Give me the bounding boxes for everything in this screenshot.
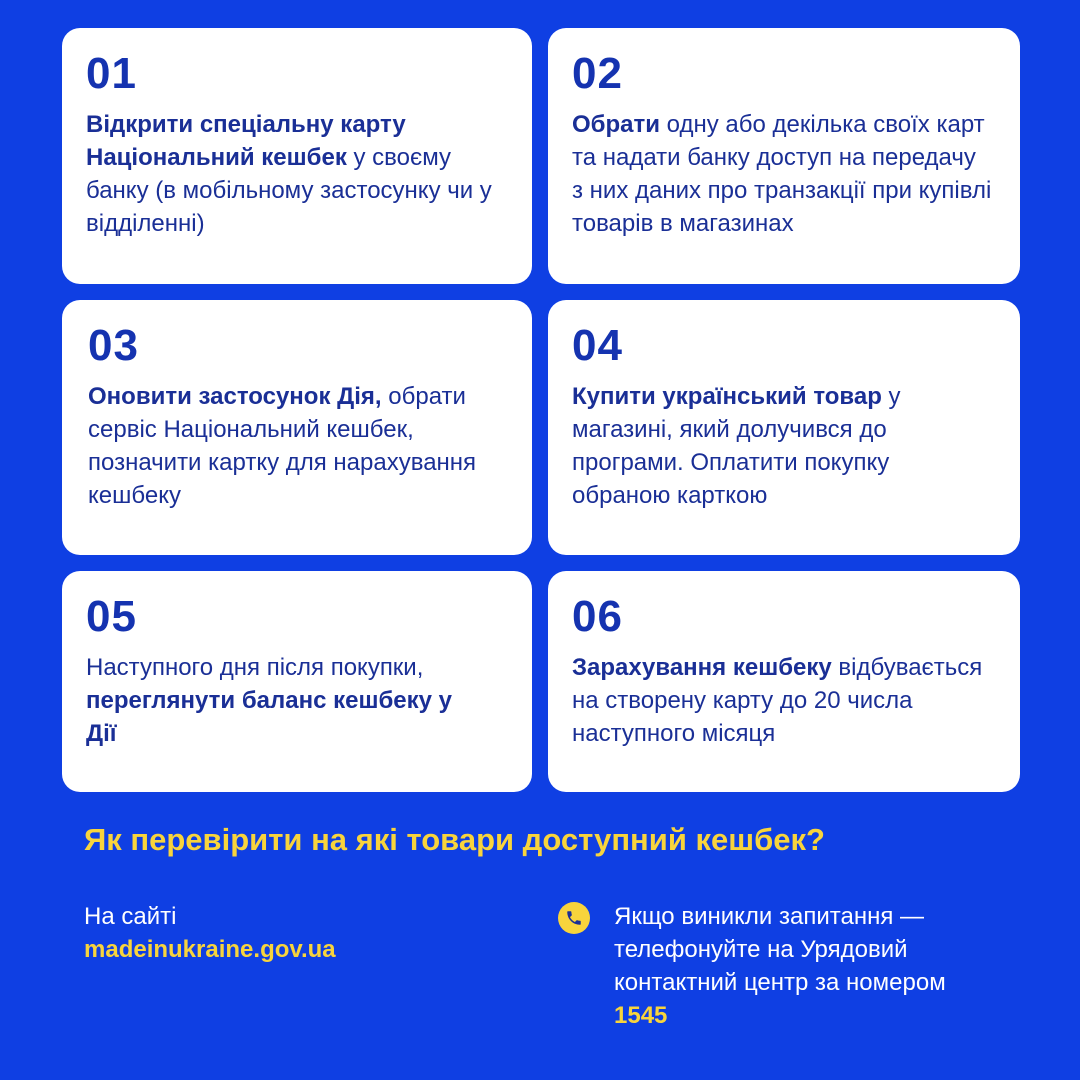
step-card-2: [548, 28, 1020, 284]
step-card-3: [62, 300, 532, 555]
step-number: 03: [88, 321, 139, 370]
step-number: 05: [86, 592, 137, 641]
step-text: [88, 380, 488, 512]
step-card-4: [548, 300, 1020, 555]
site-block: [84, 900, 336, 966]
step-text-normal: Наступного дня після покупки,: [86, 654, 424, 681]
step-number: 02: [572, 49, 623, 98]
step-text-normal: у своєму банку (в мобільному застосунку чи у відділенні): [86, 144, 492, 237]
step-text-bold: Оновити застосунок Дія,: [88, 383, 382, 410]
step-text-bold: Обрати: [572, 111, 661, 138]
contact-message: Якщо виникли запитання — телефонуйте на Урядовий контактний центр за номером: [614, 903, 946, 996]
contact-number: 1545: [614, 1002, 668, 1029]
step-text: [572, 380, 992, 512]
step-text: [86, 108, 508, 240]
step-text-normal: у магазині, який долучився до програми. Оплатити покупку обраною карткою: [572, 383, 901, 509]
step-text-bold: Зарахування кешбеку: [572, 654, 832, 681]
site-link[interactable]: madeinukraine.gov.ua: [84, 936, 336, 963]
phone-icon: [558, 902, 590, 934]
step-number: 01: [86, 49, 137, 98]
step-text: [572, 108, 992, 240]
step-number: 06: [572, 592, 623, 641]
step-card-6: [548, 571, 1020, 792]
step-text-bold: Відкрити спеціальну карту Національний кешбек: [86, 111, 406, 171]
contact-text: [614, 900, 994, 1032]
step-card-1: [62, 28, 532, 284]
step-text: [86, 651, 486, 750]
step-text-normal: обрати сервіс Національний кешбек, позначити картку для нарахування кешбеку: [88, 383, 477, 509]
step-text: [572, 651, 992, 750]
step-text-bold: переглянути баланс кешбеку у Дії: [86, 687, 452, 747]
step-card-5: [62, 571, 532, 792]
step-text-bold: Купити український товар: [572, 383, 882, 410]
step-text-normal: відбувається на створену карту до 20 числа наступного місяця: [572, 654, 983, 747]
step-number: 04: [572, 321, 623, 370]
question-heading: Як перевірити на які товари доступний кешбек?: [84, 822, 825, 857]
site-label: На сайті: [84, 903, 177, 930]
step-text-normal: одну або декілька своїх карт та надати банку доступ на передачу з них даних про транзакції при купівлі товарів в магазинах: [572, 111, 992, 237]
